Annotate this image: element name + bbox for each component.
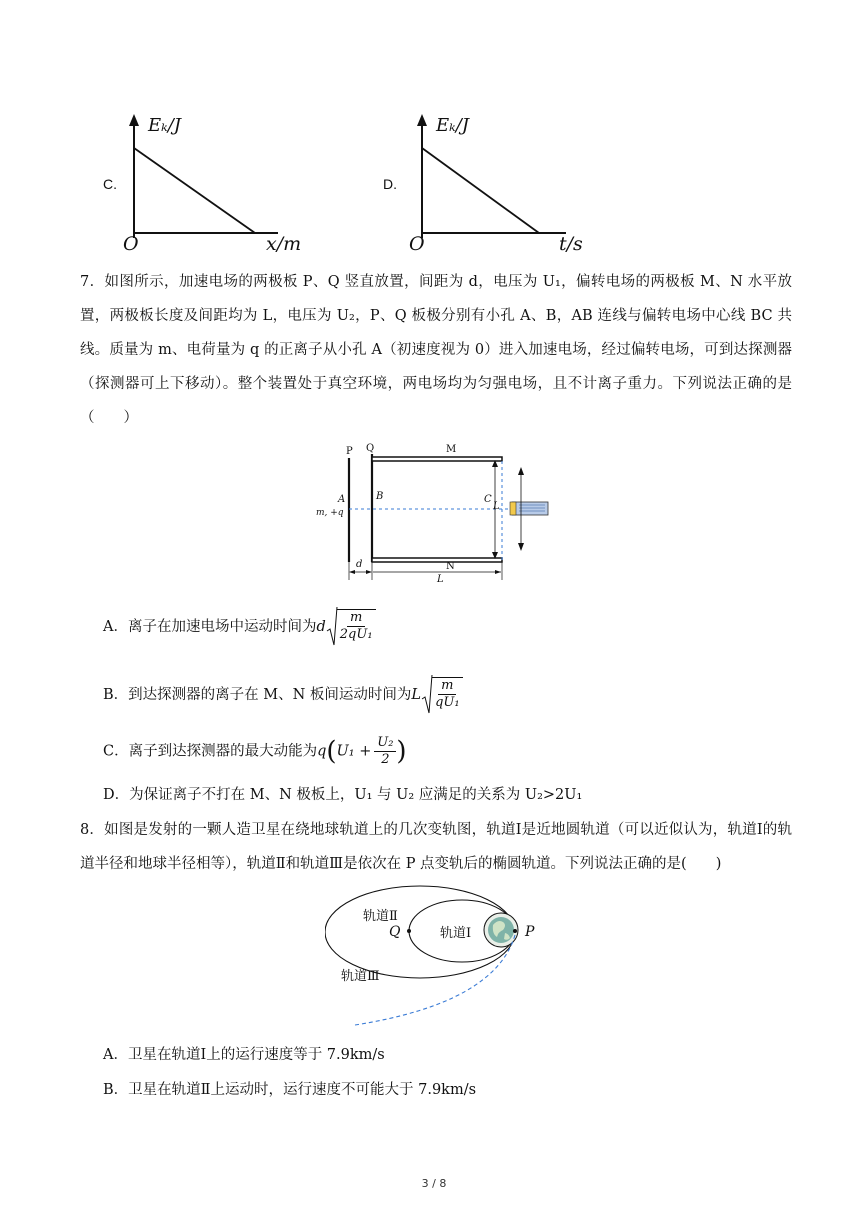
q7-option-a: A．离子在加速电场中运动时间为d $\frac{m}{\text{2qU₁}}$: [103, 605, 376, 649]
q7-text: 7．如图所示，加速电场的两极板 P、Q 竖直放置，间距为 d，电压为 U₁，偏转电场的两极板 M、N 水平放置，两极板长度及间距均为 L，电压为 U₂，P、Q 板极分别有小孔 A、B，AB 连线与偏转电场中心线 BC 共线。质量为 m、电荷量为 q 的正离子从小孔 A（初速度视为 0）进入加速电场，经过偏转电场，可到达探测器（探测器可上下移动）。整个装置处于真空环境，两电场均为匀强电场，且不计离子重力。下列说法正确的是（ ）: [80, 274, 792, 426]
q7-fig-L-right: L: [493, 501, 500, 512]
graph-d-x-label: t/s: [559, 233, 583, 255]
q7-option-d: D．为保证离子不打在 M、N 极板上，U₁ 与 U₂ 应满足的关系为 U₂>2U₁: [103, 787, 583, 803]
q7-fig-particle: m, +q: [316, 508, 344, 518]
q7-fig-L-bottom: L: [437, 574, 444, 585]
q7-fig-N: N: [446, 561, 455, 572]
q7-fig-A: A: [338, 494, 346, 505]
q7-option-b: B．到达探测器的离子在 M、N 板间运动时间为L $\frac{m}{\text{qU₁}}$: [103, 673, 463, 717]
q8-fig-P: P: [525, 924, 535, 940]
q7-fig-P: P: [346, 446, 353, 457]
q8-fig-orbit2: 轨道Ⅱ: [363, 909, 398, 924]
q8-fig-orbit3: 轨道Ⅲ: [341, 969, 380, 984]
page-number: 3 / 8: [421, 1177, 447, 1190]
q8-fig-Q: Q: [389, 924, 401, 940]
q8-fig-orbit1: 轨道Ⅰ: [440, 926, 472, 941]
q7-fig-C: C: [484, 494, 492, 505]
q7-fig-d: d: [356, 559, 363, 570]
sqrt-a: $\frac{m}{\text{2qU₁}}$: [326, 605, 376, 649]
q8-figure: [325, 885, 545, 1030]
graph-c-x-label: x/m: [266, 233, 302, 255]
graph-d-origin: O: [409, 233, 425, 255]
q7-fig-M: M: [446, 444, 457, 455]
q7-fig-B: B: [376, 491, 384, 502]
graph-d-y-label: Eₖ/J: [436, 115, 469, 136]
graph-c-origin: O: [123, 233, 139, 255]
graph-c-y-label: Eₖ/J: [148, 115, 181, 136]
q8-text: 8．如图是发射的一颗人造卫星在绕地球轨道上的几次变轨图，轨道Ⅰ是近地圆轨道（可以近似认为，轨道Ⅰ的轨道半径和地球半径相等），轨道Ⅱ和轨道Ⅲ是依次在 P 点变轨后的椭圆轨道。下列说法正确的是( ): [80, 822, 792, 872]
q8-option-a: A．卫星在轨道Ⅰ上的运行速度等于 7.9km/s: [103, 1047, 385, 1063]
q7-option-c: C．离子到达探测器的最大动能为q(U₁ + $\frac{\text{U₂}}{2}$ ): [103, 735, 407, 767]
q7-fig-Q: Q: [366, 443, 375, 454]
option-d-label: D.: [383, 176, 397, 192]
q7-figure: [315, 440, 560, 585]
sqrt-b: $\frac{m}{\text{qU₁}}$: [421, 673, 463, 717]
option-c-label: C.: [103, 176, 117, 192]
q8-option-b: B．卫星在轨道Ⅱ上运动时，运行速度不可能大于 7.9km/s: [103, 1082, 477, 1098]
